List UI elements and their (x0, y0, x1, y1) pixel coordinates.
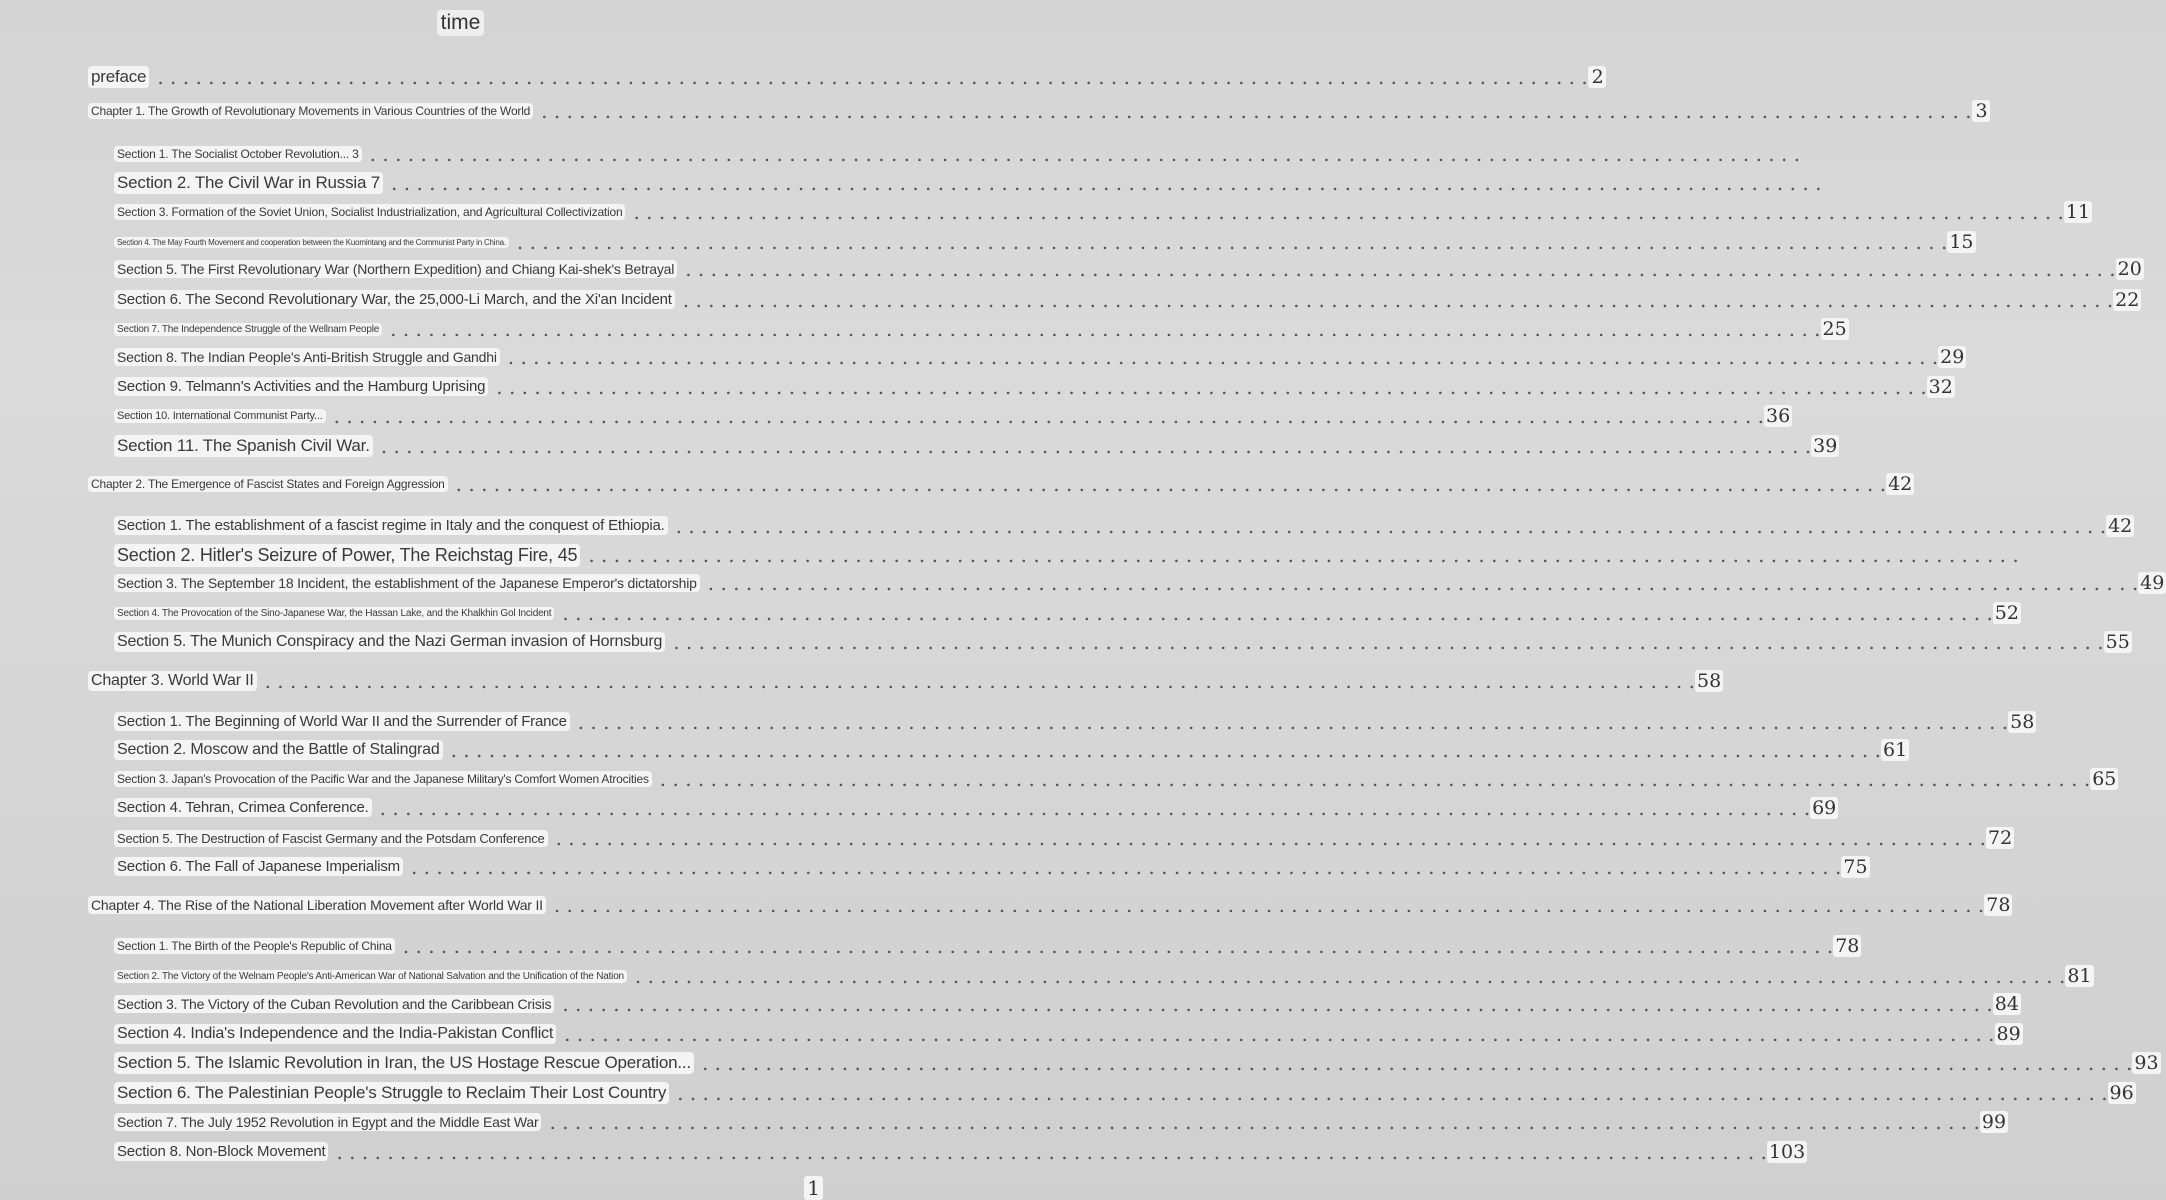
dot-leader (588, 545, 2018, 565)
dot-leader (708, 573, 2138, 593)
dot-leader (380, 798, 1810, 818)
toc-entry-chapter-3-section-6[interactable] (0, 855, 1868, 878)
toc-entry-chapter-1-section-3[interactable] (0, 201, 2091, 223)
toc-entry-chapter-1-section-6-page-number: 22 (2115, 288, 2140, 311)
dot-leader (334, 406, 1764, 426)
toc-entry-chapter-2-section-5-page-number: 55 (2105, 631, 2130, 653)
dot-leader (556, 828, 1986, 848)
toc-entry-chapter-4-section-7[interactable] (0, 1111, 2007, 1133)
toc-entry-chapter-1-section-4-page-number: 15 (1949, 231, 1974, 253)
toc-entry-chapter-2-section-4-label: Section 4. The Provocation of the Sino-Japanese War, the Hassan Lake, and the Khalkhin Gol Incident (114, 607, 554, 620)
toc-entry-chapter-4-section-7-label: Section 7. The July 1952 Revolution in Egypt and the Middle East War (114, 1113, 541, 1131)
dot-leader (683, 290, 2113, 310)
dot-leader (456, 474, 1886, 494)
toc-entry-chapter-1-section-9[interactable] (0, 375, 1953, 398)
toc-entry-preface-label: preface (88, 66, 149, 88)
toc-entry-chapter-1-section-10[interactable] (0, 405, 1791, 427)
toc-entry-chapter-4-section-3-label: Section 3. The Victory of the Cuban Revolution and the Caribbean Crisis (114, 995, 554, 1013)
toc-entry-chapter-1-section-7-page-number: 25 (1822, 318, 1847, 340)
toc-entry-chapter-4-section-6-page-number: 96 (2109, 1081, 2134, 1104)
dot-leader (673, 632, 2103, 652)
toc-entry-chapter-1-section-6-label: Section 6. The Second Revolutionary War, the 25,000-Li March, and the Xi'an Incident (114, 290, 675, 309)
toc-entry-chapter-1-page-number: 3 (1972, 100, 1990, 122)
toc-entry-chapter-1-section-8-label: Section 8. The Indian People's Anti-British Struggle and Gandhi (114, 348, 500, 366)
toc-entry-chapter-3-page-number: 58 (1697, 670, 1722, 692)
dot-leader (451, 740, 1881, 760)
toc-entry-chapter-4-section-1[interactable] (0, 935, 1860, 957)
toc-entry-chapter-1-section-3-label: Section 3. Formation of the Soviet Union, Socialist Industrialization, and Agricultural Collectivization (114, 204, 625, 220)
dot-leader (635, 966, 2065, 986)
toc-entry-chapter-3-label: Chapter 3. World War II (88, 671, 257, 691)
toc-entry-preface-page-number: 2 (1588, 66, 1606, 88)
toc-entry-chapter-1-section-5-label: Section 5. The First Revolutionary War (Northern Expedition) and Chiang Kai-shek's Betrayal (114, 260, 677, 278)
toc-entry-chapter-2-label: Chapter 2. The Emergence of Fascist States and Foreign Aggression (88, 476, 448, 492)
toc-entry-chapter-2-section-3-label: Section 3. The September 18 Incident, the establishment of the Japanese Emperor's dictatorship (114, 574, 700, 592)
dot-leader (685, 259, 2115, 279)
dot-leader (157, 67, 1587, 87)
dot-leader (564, 1024, 1994, 1044)
toc-entry-chapter-3-section-3-page-number: 65 (2092, 768, 2117, 790)
toc-entry-chapter-3-section-4[interactable] (0, 796, 1837, 819)
toc-entry-chapter-1-section-9-page-number: 32 (1928, 375, 1953, 398)
toc-entry-chapter-3-section-4-page-number: 69 (1812, 796, 1837, 819)
toc-entry-chapter-3-section-6-label: Section 6. The Fall of Japanese Imperialism (114, 857, 403, 876)
toc-entry-chapter-4-section-6[interactable] (0, 1080, 2134, 1105)
toc-entry-chapter-1[interactable] (0, 100, 1988, 122)
dot-leader (562, 994, 1992, 1014)
toc-entry-chapter-4-section-1-page-number: 78 (1835, 935, 1860, 957)
page-number: 1 (804, 1176, 823, 1200)
toc-entry-chapter-3[interactable] (0, 669, 1722, 693)
dot-leader (336, 1142, 1766, 1162)
toc-entry-chapter-2-section-1-label: Section 1. The establishment of a fascist regime in Italy and the conquest of Ethiopia. (114, 516, 668, 535)
toc-entry-chapter-4-section-5-label: Section 5. The Islamic Revolution in Iran, the US Hostage Rescue Operation... (114, 1052, 694, 1074)
toc-entry-chapter-2-section-4-page-number: 52 (1994, 602, 2019, 624)
dot-leader (508, 347, 1938, 367)
toc-entry-chapter-3-section-5-label: Section 5. The Destruction of Fascist Germany and the Potsdam Conference (114, 830, 548, 847)
toc-entry-chapter-4[interactable] (0, 894, 2011, 916)
toc-entry-chapter-2[interactable] (0, 473, 1913, 495)
toc-entry-chapter-4-section-2-page-number: 81 (2067, 965, 2092, 987)
toc-entry-chapter-4-section-7-page-number: 99 (1981, 1111, 2007, 1133)
toc-entry-chapter-3-section-4-label: Section 4. Tehran, Crimea Conference. (114, 798, 372, 817)
toc-entry-chapter-3-section-3-label: Section 3. Japan's Provocation of the Pacific War and the Japanese Military's Comfort Women Atrocities (114, 771, 652, 787)
toc-entry-chapter-1-section-11-label: Section 11. The Spanish Civil War. (114, 435, 373, 457)
toc-entry-chapter-3-section-1-label: Section 1. The Beginning of World War II and the Surrender of France (114, 712, 570, 731)
dot-leader (403, 936, 1833, 956)
toc-entry-chapter-3-section-6-page-number: 75 (1843, 855, 1868, 878)
toc-entry-chapter-1-section-6[interactable] (0, 288, 2140, 311)
toc-entry-chapter-1-section-10-page-number: 36 (1766, 405, 1791, 427)
dot-leader (265, 671, 1695, 691)
toc-entry-chapter-4-section-1-label: Section 1. The Birth of the People's Republic of China (114, 938, 395, 954)
toc-entry-chapter-2-section-1[interactable] (0, 514, 2133, 537)
toc-entry-chapter-1-section-10-label: Section 10. International Communist Party... (114, 409, 326, 423)
toc-entry-chapter-4-section-8-page-number: 103 (1768, 1140, 1806, 1163)
toc-entry-chapter-3-section-2-label: Section 2. Moscow and the Battle of Stalingrad (114, 740, 443, 760)
toc-entry-chapter-1-section-9-label: Section 9. Telmann's Activities and the Hamburg Uprising (114, 377, 488, 396)
dot-leader (660, 769, 2090, 789)
toc-entry-chapter-4-section-4[interactable] (0, 1022, 2021, 1046)
toc-entry-chapter-1-section-11-page-number: 39 (1813, 434, 1838, 457)
toc-entry-chapter-2-section-3[interactable] (0, 572, 2165, 594)
toc-entry-chapter-2-section-2-label: Section 2. Hitler's Seizure of Power, The Reichstag Fire, 45 (114, 544, 580, 567)
toc-entry-preface[interactable] (0, 64, 1604, 89)
toc-entry-chapter-1-section-5-page-number: 20 (2117, 258, 2142, 280)
toc-entry-chapter-3-section-1-page-number: 58 (2010, 710, 2035, 733)
toc-entry-chapter-3-section-5[interactable] (0, 827, 2013, 849)
toc-entry-chapter-2-section-2[interactable] (0, 542, 1035, 568)
dot-leader (381, 436, 1811, 456)
toc-entry-chapter-3-section-5-page-number: 72 (1988, 827, 2013, 849)
dot-leader (496, 377, 1926, 397)
toc-entry-chapter-4-section-5-page-number: 93 (2134, 1051, 2159, 1074)
toc-entry-chapter-1-section-4-label: Section 4. The May Fourth Movement and cooperation between the Kuomintang and the Communist Party in China. (114, 237, 509, 248)
dot-leader (578, 712, 2008, 732)
toc-entry-chapter-4-section-4-label: Section 4. India's Independence and the India-Pakistan Conflict (114, 1024, 556, 1044)
toc-entry-chapter-1-section-8[interactable] (0, 346, 1965, 368)
dot-leader (554, 895, 1984, 915)
toc-entry-chapter-4-section-6-label: Section 6. The Palestinian People's Struggle to Reclaim Their Lost Country (114, 1082, 669, 1104)
toc-entry-chapter-2-page-number: 42 (1888, 473, 1913, 495)
dot-leader (676, 516, 2106, 536)
toc-entry-chapter-3-section-2[interactable] (0, 738, 1908, 762)
toc-entry-chapter-1-section-1[interactable] (0, 143, 1035, 165)
toc-entry-chapter-2-section-5-label: Section 5. The Munich Conspiracy and the Nazi German invasion of Hornsburg (114, 632, 665, 652)
toc-entry-chapter-1-section-11[interactable] (0, 433, 1838, 458)
toc-entry-chapter-4-section-5[interactable] (0, 1050, 2159, 1075)
dot-leader (541, 101, 1971, 121)
toc-entry-chapter-4-section-4-page-number: 89 (1996, 1023, 2021, 1045)
toc-entry-chapter-1-section-7-label: Section 7. The Independence Struggle of the Wellnam People (114, 323, 382, 336)
toc-entry-chapter-4-section-8-label: Section 8. Non-Block Movement (114, 1142, 328, 1161)
dot-leader (677, 1083, 2107, 1103)
toc-entry-chapter-2-section-3-page-number: 49 (2140, 572, 2165, 594)
page-title: time (437, 10, 485, 36)
toc-entry-chapter-4-section-2[interactable] (0, 965, 2092, 987)
toc-entry-chapter-1-section-2[interactable] (0, 170, 1035, 195)
dot-leader (562, 603, 1992, 623)
dot-leader (633, 202, 2063, 222)
toc-entry-chapter-4-label: Chapter 4. The Rise of the National Liberation Movement after World War II (88, 896, 546, 914)
dot-leader (702, 1053, 2132, 1073)
dot-leader (390, 319, 1820, 339)
dot-leader (549, 1112, 1979, 1132)
toc-entry-chapter-4-page-number: 78 (1986, 894, 2011, 916)
toc-entry-chapter-2-section-5[interactable] (0, 630, 2130, 654)
toc-entry-chapter-1-section-4[interactable] (0, 231, 1974, 253)
toc-entry-chapter-2-section-4[interactable] (0, 602, 2019, 624)
toc-entry-chapter-3-section-3[interactable] (0, 768, 2117, 790)
toc-entry-chapter-3-section-2-page-number: 61 (1882, 739, 1908, 761)
dot-leader (391, 173, 1821, 193)
toc-entry-chapter-1-section-8-page-number: 29 (1940, 346, 1965, 368)
dot-leader (517, 232, 1947, 252)
dot-leader (370, 144, 1800, 164)
toc-entry-chapter-4-section-3-page-number: 84 (1994, 993, 2019, 1015)
toc-entry-chapter-1-section-7[interactable] (0, 318, 1847, 340)
toc-entry-chapter-4-section-8[interactable] (0, 1140, 1806, 1163)
toc-entry-chapter-4-section-3[interactable] (0, 993, 2019, 1015)
toc-entry-chapter-1-section-2-label: Section 2. The Civil War in Russia 7 (114, 172, 383, 194)
toc-entry-chapter-3-section-1[interactable] (0, 710, 2035, 733)
toc-entry-chapter-2-section-1-page-number: 42 (2108, 514, 2133, 537)
dot-leader (411, 857, 1841, 877)
toc-entry-chapter-1-label: Chapter 1. The Growth of Revolutionary Movements in Various Countries of the World (88, 103, 533, 119)
toc-entry-chapter-1-section-5[interactable] (0, 258, 2142, 280)
toc-entry-chapter-4-section-2-label: Section 2. The Victory of the Welnam People's Anti-American War of National Salvation and the Unification of the Nation (114, 970, 627, 983)
toc-entry-chapter-1-section-1-label: Section 1. The Socialist October Revolution... 3 (114, 146, 362, 162)
toc-entry-chapter-1-section-3-page-number: 11 (2065, 201, 2091, 223)
